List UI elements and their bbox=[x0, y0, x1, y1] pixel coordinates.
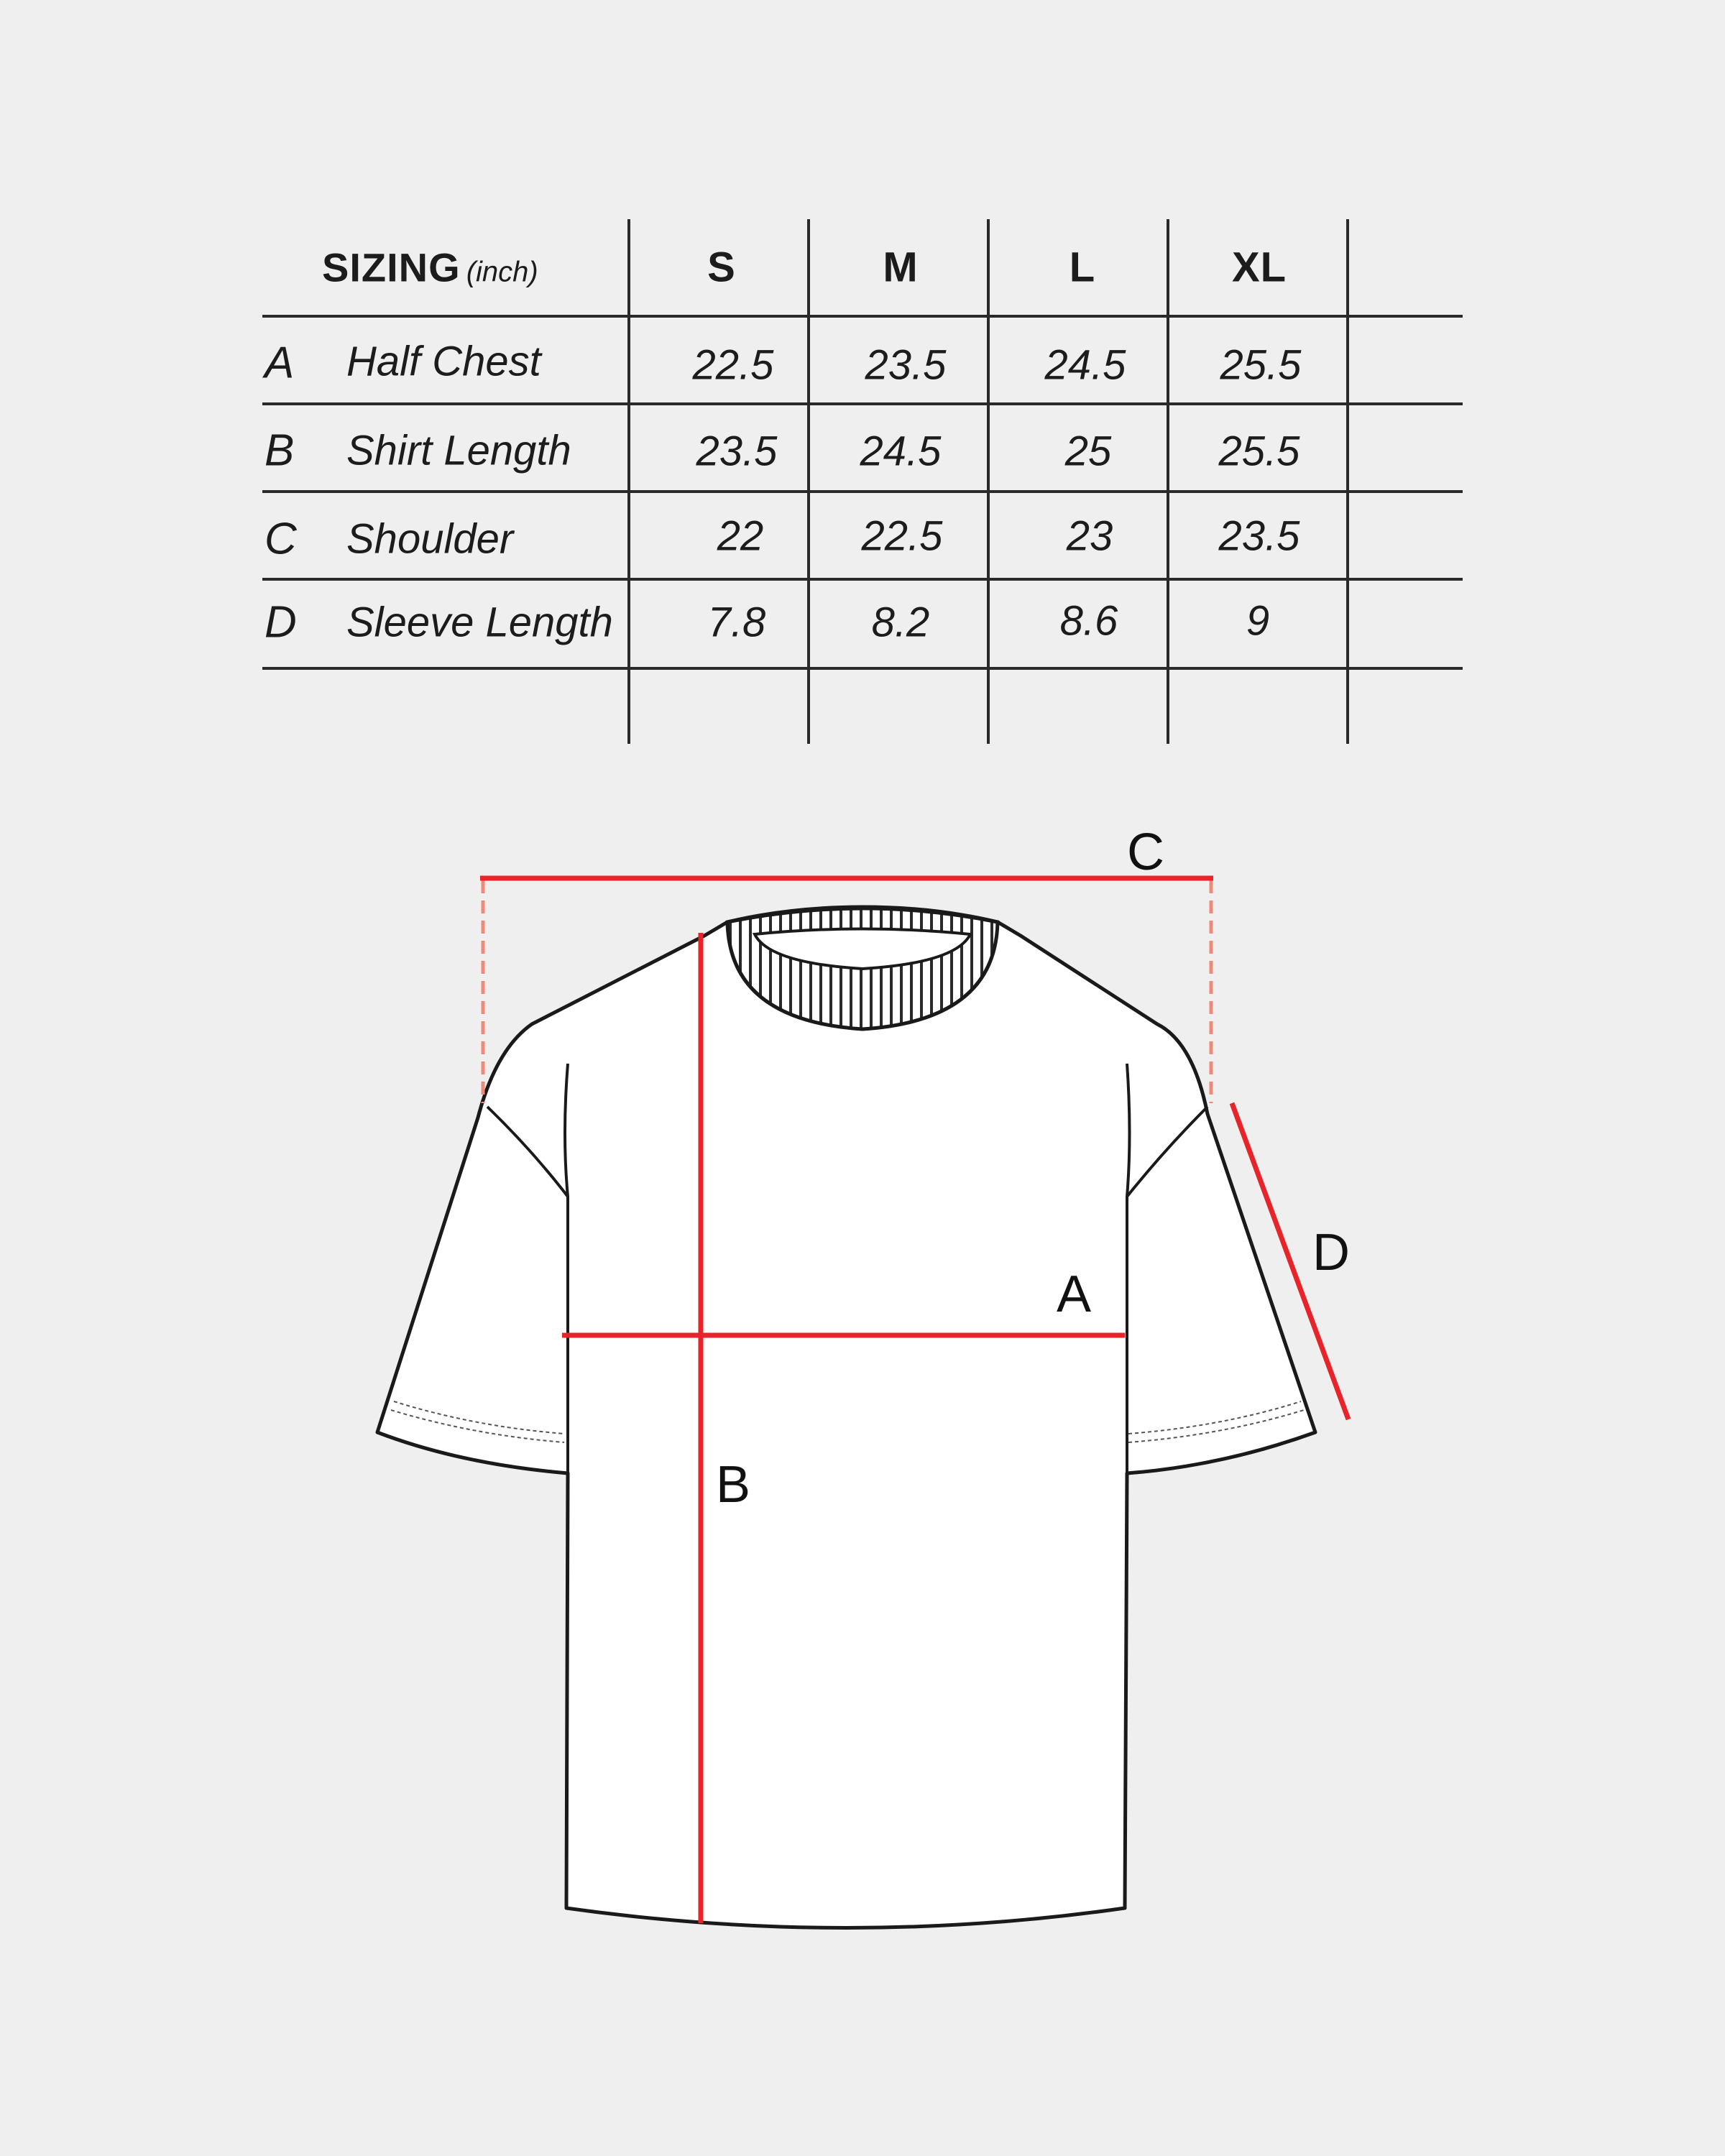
value-a-s: 22.5 bbox=[692, 341, 774, 389]
value-a-m: 23.5 bbox=[865, 341, 947, 389]
value-c-l: 23 bbox=[1066, 512, 1113, 560]
row-label-shirt-length: Shirt Length bbox=[346, 427, 571, 474]
row-code-d: D bbox=[264, 597, 297, 648]
value-c-m: 22.5 bbox=[861, 512, 943, 560]
row-code-c: C bbox=[264, 514, 297, 564]
dimension-label-b: B bbox=[716, 1456, 751, 1514]
tshirt-diagram bbox=[0, 776, 1725, 2156]
table-title bbox=[322, 244, 538, 291]
value-b-l: 25 bbox=[1064, 428, 1112, 475]
value-d-m: 8.2 bbox=[871, 599, 930, 646]
row-label-sleeve-length: Sleeve Length bbox=[346, 599, 613, 646]
row-code-b: B bbox=[264, 425, 295, 476]
table-grid bbox=[0, 0, 1725, 776]
column-header-l: L bbox=[1069, 244, 1096, 291]
row-code-a: A bbox=[264, 338, 295, 388]
value-b-m: 24.5 bbox=[860, 428, 942, 475]
row-label-shoulder: Shoulder bbox=[346, 515, 514, 563]
table-title-text: SIZING bbox=[322, 244, 461, 290]
dimension-label-d: D bbox=[1312, 1224, 1350, 1281]
value-d-xl: 9 bbox=[1246, 597, 1270, 645]
value-d-s: 7.8 bbox=[707, 599, 766, 646]
value-c-s: 22 bbox=[717, 512, 764, 560]
row-label-half-chest: Half Chest bbox=[346, 338, 541, 385]
table-unit: (inch) bbox=[466, 256, 538, 288]
dimension-label-c: C bbox=[1127, 824, 1164, 881]
column-header-s: S bbox=[707, 244, 736, 291]
size-chart-table bbox=[0, 0, 1725, 776]
value-b-s: 23.5 bbox=[696, 428, 778, 475]
value-a-l: 24.5 bbox=[1044, 341, 1126, 389]
value-a-xl: 25.5 bbox=[1220, 341, 1302, 389]
value-c-xl: 23.5 bbox=[1218, 512, 1300, 560]
column-header-m: M bbox=[883, 244, 919, 291]
value-d-l: 8.6 bbox=[1059, 597, 1118, 645]
column-header-xl: XL bbox=[1231, 244, 1287, 291]
value-b-xl: 25.5 bbox=[1218, 428, 1300, 475]
tshirt-outline bbox=[377, 907, 1315, 1928]
dimension-label-a: A bbox=[1057, 1266, 1092, 1323]
